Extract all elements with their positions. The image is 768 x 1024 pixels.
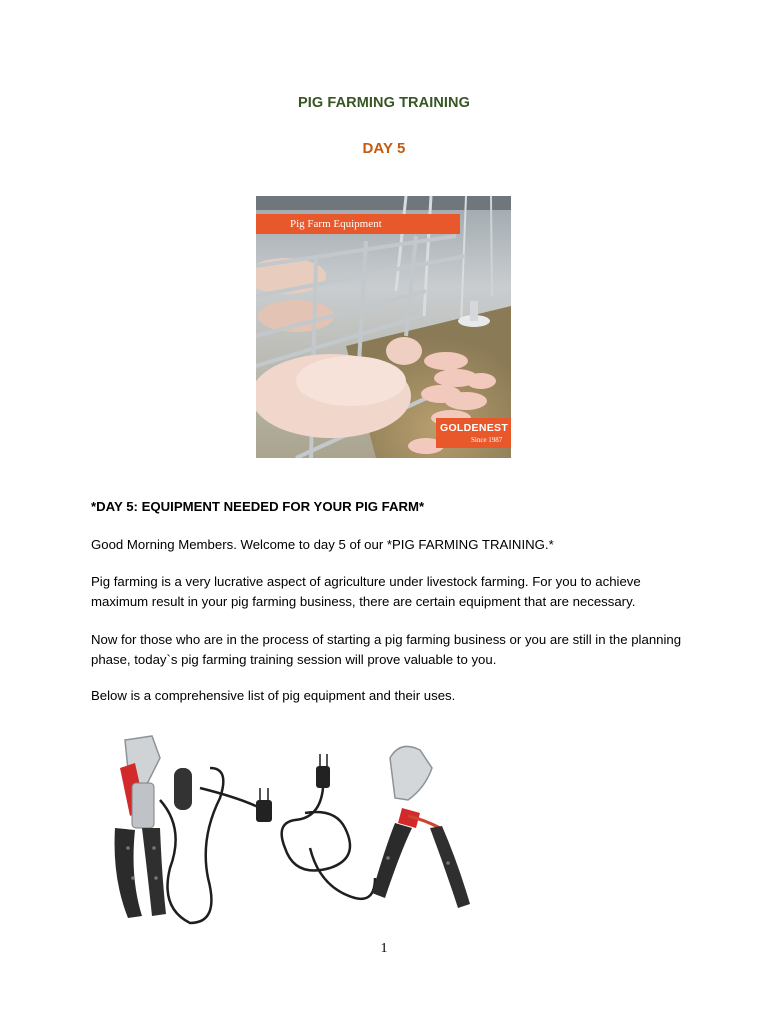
farrowing-crate-illustration <box>256 196 511 458</box>
document-title: PIG FARMING TRAINING <box>298 95 470 111</box>
tail-cutter-illustration <box>90 728 472 928</box>
paragraph-greeting: Good Morning Members. Welcome to day 5 of our *PIG FARMING TRAINING.* <box>91 537 554 552</box>
tail-cutter-tools-photo <box>90 728 472 928</box>
paragraph-planning: Now for those who are in the process of starting a pig farming business or you are still in the planning phase, today`s pig farming training session will prove valuable to you. <box>91 632 682 667</box>
paragraph-intro: Pig farming is a very lucrative aspect of agriculture under livestock farming. For you to achieve maximum result in your pig farming business, there are certain equipment that are necessary. <box>91 574 641 609</box>
day-label: DAY 5 <box>362 140 406 157</box>
page-number: 1 <box>380 941 388 956</box>
brand-logo-text: GOLDENEST <box>440 422 509 434</box>
tail-cutter-left <box>115 736 272 923</box>
pig-farm-equipment-photo <box>256 196 511 458</box>
brand-tagline: Since 1987 <box>471 436 503 444</box>
section-heading: *DAY 5: EQUIPMENT NEEDED FOR YOUR PIG FARM* <box>91 499 425 514</box>
paragraph-list-intro: Below is a comprehensive list of pig equipment and their uses. <box>91 688 456 703</box>
tail-cutter-right <box>282 746 470 908</box>
hero-banner-text: Pig Farm Equipment <box>290 218 382 230</box>
